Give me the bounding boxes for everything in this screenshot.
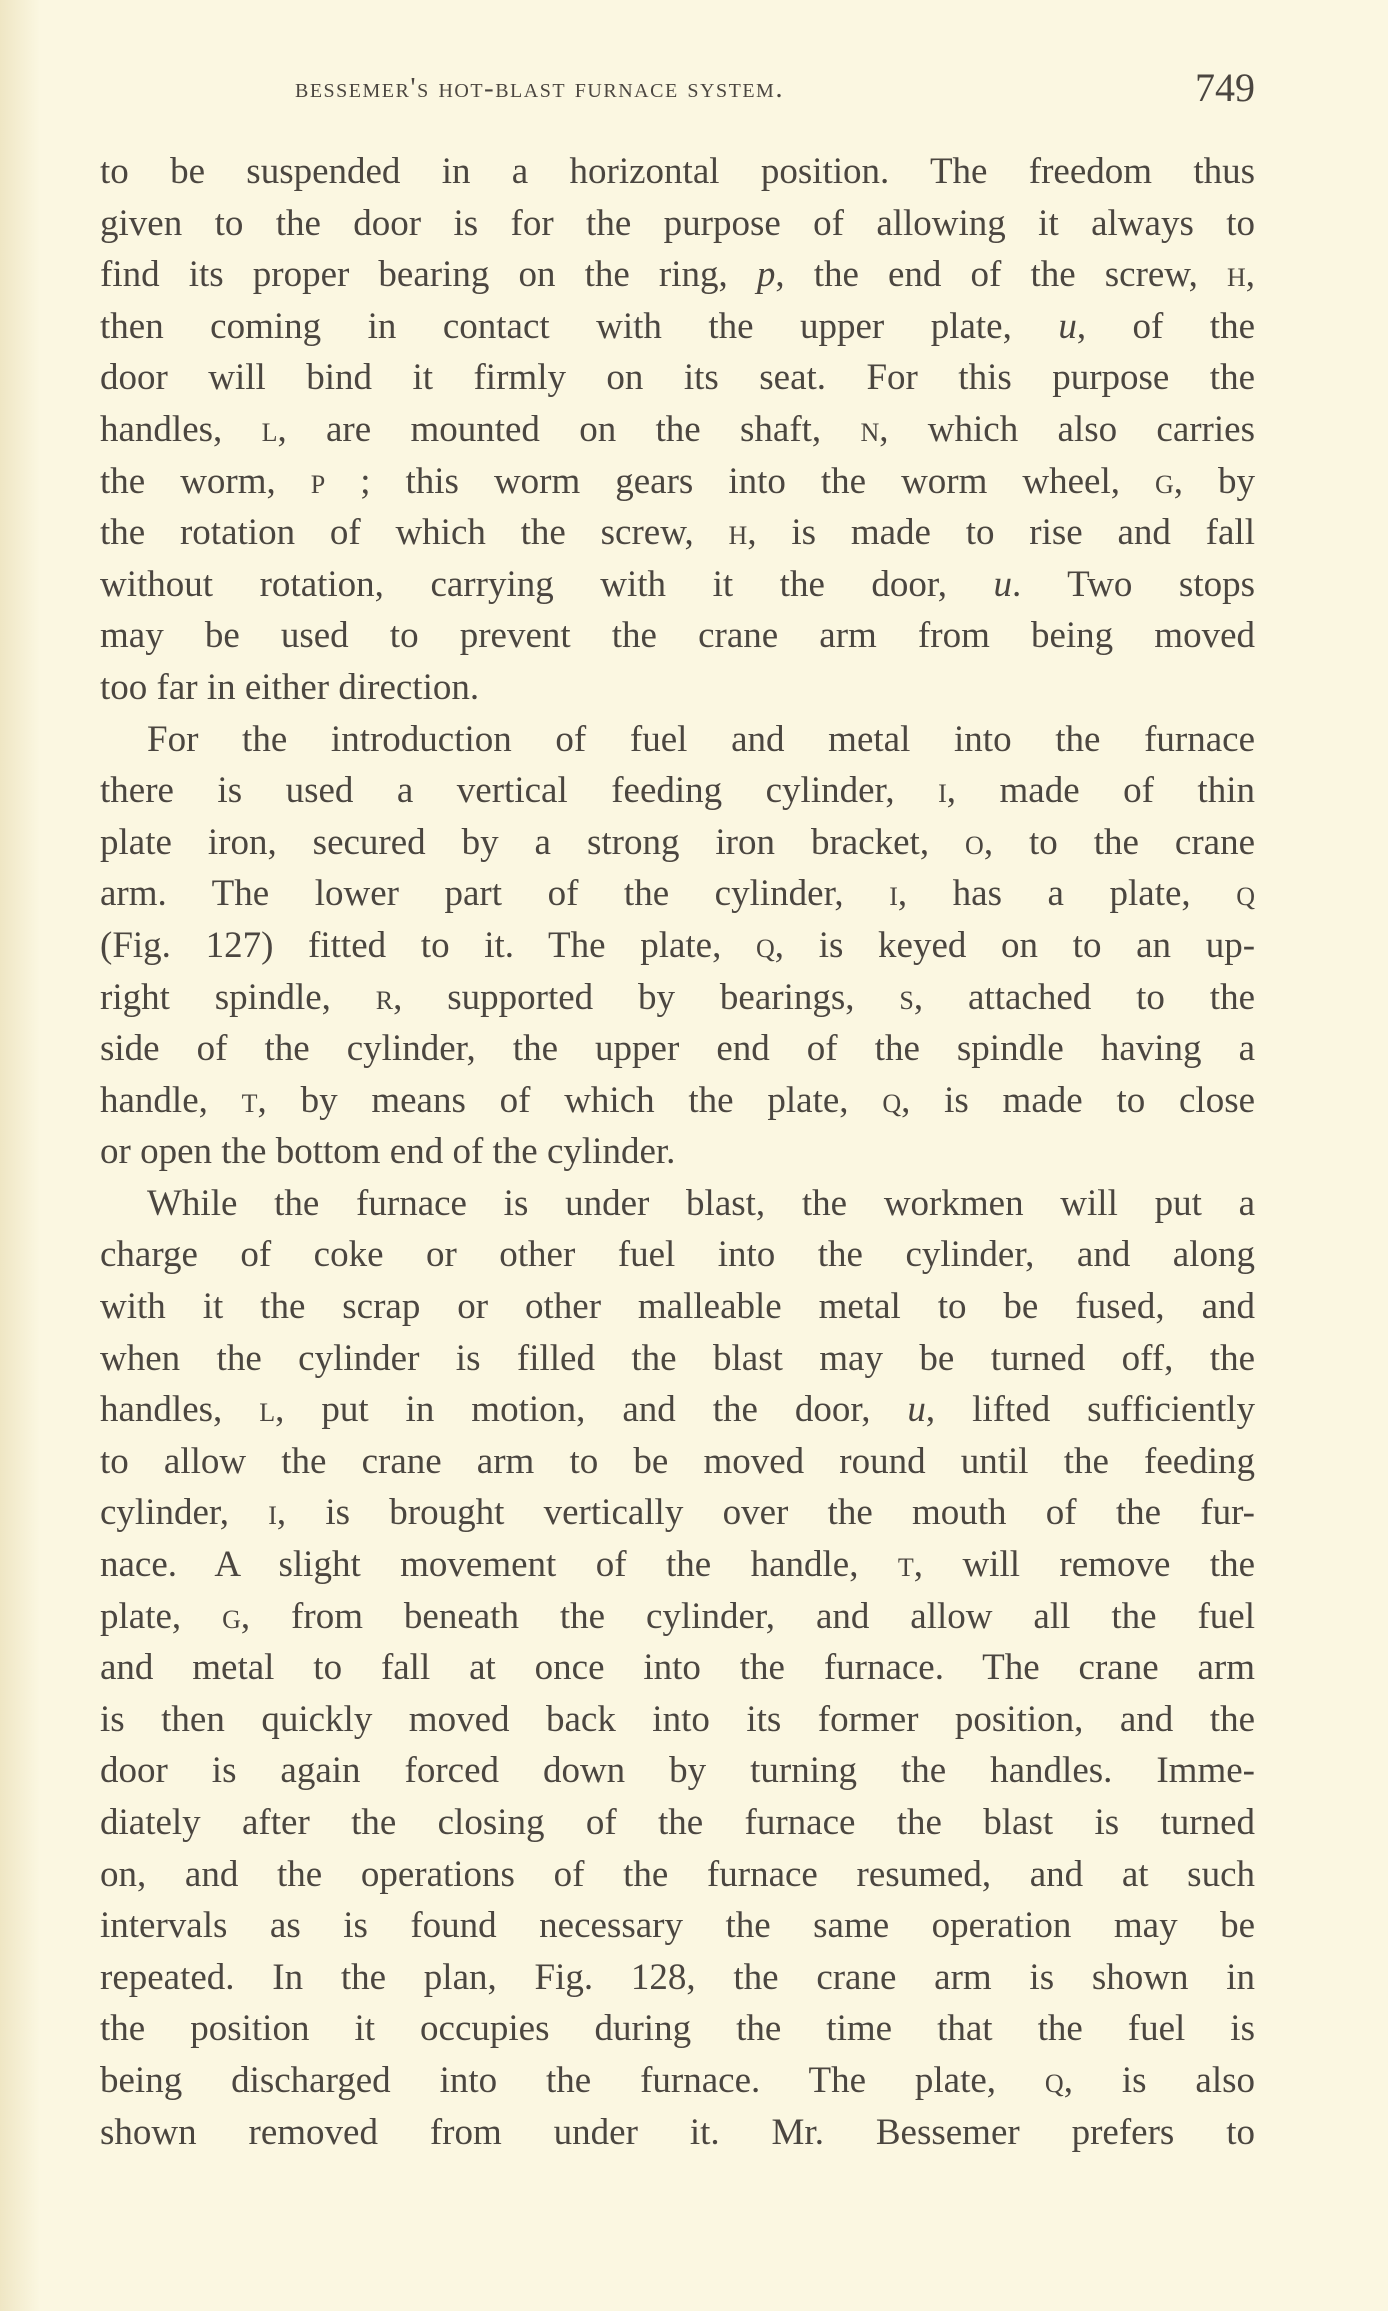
text-run: , is made to close — [901, 1079, 1255, 1121]
page-edge-shadow — [0, 0, 40, 2311]
text-run: For the introduction of fuel and metal into the furnace — [147, 718, 1255, 760]
text-run: arm. The lower part of the cylinder, — [100, 873, 890, 915]
text-run: or open the bottom end of the cylinder. — [100, 1131, 676, 1173]
text-run: . Two stops — [1012, 563, 1255, 605]
text-run: diately after the closing of the furnace the blast is turned — [100, 1802, 1255, 1843]
text-run: handles, — [100, 1389, 260, 1431]
text-run: there is used a vertical feeding cylinder, — [100, 770, 939, 812]
text-run: the worm, — [100, 460, 311, 502]
text-line — [100, 198, 1255, 250]
text-run: given to the door is for the purpose of allowing it always to — [100, 202, 1255, 244]
text-run: (Fig. 127) fitted to it. The plate, — [100, 924, 757, 966]
text-line — [100, 817, 1255, 869]
text-run: side of the cylinder, the upper end of the spindle having a — [100, 1028, 1255, 1070]
text-run: may be used to prevent the crane arm from being moved — [100, 615, 1255, 657]
text-line — [100, 868, 1255, 920]
text-run: being discharged into the furnace. The plate, — [100, 2059, 1045, 2101]
small-caps-reference-letter: q — [1044, 2059, 1064, 2101]
text-run: , supported by bearings, — [393, 976, 900, 1018]
text-line — [100, 1075, 1255, 1127]
text-run: , of the — [1076, 305, 1255, 347]
small-caps-reference-letter: g — [1154, 460, 1174, 502]
text-run: , is keyed on to an up- — [774, 924, 1255, 966]
text-line — [100, 249, 1255, 301]
small-caps-reference-letter: t — [241, 1079, 258, 1121]
small-caps-reference-letter: o — [965, 821, 984, 863]
text-run: , which also carries — [879, 408, 1255, 450]
text-line — [100, 1126, 1255, 1178]
text-line — [100, 559, 1255, 611]
text-line — [100, 972, 1255, 1024]
text-run: door will bind it firmly on its seat. For this purpose the — [100, 357, 1255, 399]
text-run: , by — [1173, 460, 1255, 502]
text-line — [100, 1178, 1255, 1230]
text-run: plate, — [100, 1595, 223, 1637]
text-line — [100, 920, 1255, 972]
text-line — [100, 2055, 1255, 2107]
text-line — [100, 1591, 1255, 1643]
text-line — [100, 2107, 1255, 2159]
text-run: the position it occupies during the time that the fuel is — [100, 2008, 1255, 2050]
text-run: , is also — [1063, 2059, 1255, 2101]
text-run: , is brought vertically over the mouth of the fur- — [276, 1492, 1255, 1534]
text-line — [100, 2003, 1255, 2055]
text-run: is then quickly moved back into its former position, and the — [100, 1698, 1255, 1740]
text-run: , is made to rise and fall — [747, 512, 1255, 554]
italic-reference-letter: u — [993, 563, 1013, 605]
small-caps-reference-letter: n — [860, 408, 880, 450]
text-line — [100, 1487, 1255, 1539]
small-caps-reference-letter: p — [310, 460, 326, 502]
page-number: 749 — [1195, 65, 1255, 110]
text-run: find its proper bearing on the ring, — [100, 254, 757, 296]
small-caps-reference-letter: l — [261, 408, 278, 450]
text-line — [100, 1023, 1255, 1075]
text-line — [100, 1384, 1255, 1436]
text-line — [100, 1642, 1255, 1694]
text-line — [100, 1745, 1255, 1797]
italic-reference-letter: u — [907, 1389, 926, 1431]
text-run: , to the crane — [983, 821, 1255, 863]
small-caps-reference-letter: h — [1226, 254, 1246, 296]
text-run: , attached to the — [913, 976, 1255, 1018]
text-run: , — [1245, 254, 1255, 296]
text-run: , are mounted on the shaft, — [277, 408, 861, 450]
text-line — [100, 1694, 1255, 1746]
text-run: the rotation of which the screw, — [100, 512, 729, 554]
text-run: , from beneath the cylinder, and allow all the fuel — [240, 1595, 1255, 1637]
text-run: ; this worm gears into the worm wheel, — [325, 460, 1155, 502]
text-run: to be suspended in a horizontal position. The freedom thus — [100, 151, 1255, 192]
text-run: plate iron, secured by a strong iron bracket, — [100, 821, 966, 863]
text-run: , has a plate, — [897, 873, 1237, 915]
small-caps-reference-letter: h — [728, 512, 748, 554]
text-run: when the cylinder is filled the blast may be turned off, the — [100, 1337, 1255, 1379]
text-run: , by means of which the plate, — [257, 1079, 883, 1121]
text-line — [100, 1281, 1255, 1333]
text-line — [100, 1229, 1255, 1281]
text-line — [100, 507, 1255, 559]
small-caps-reference-letter: r — [375, 976, 394, 1018]
text-run: handle, — [100, 1079, 242, 1121]
small-caps-reference-letter: i — [268, 1492, 277, 1534]
text-line — [100, 714, 1255, 766]
text-run: , will remove the — [913, 1544, 1255, 1586]
text-run: on, and the operations of the furnace resumed, and at such — [100, 1853, 1255, 1895]
text-line — [100, 1539, 1255, 1591]
text-line — [100, 456, 1255, 508]
running-title: bessemer's hot-blast furnace system. — [295, 72, 785, 104]
text-line — [100, 765, 1255, 817]
italic-reference-letter: u — [1058, 305, 1077, 347]
small-caps-reference-letter: s — [899, 976, 914, 1018]
small-caps-reference-letter: i — [889, 873, 898, 915]
text-run: intervals as is found necessary the same operation may be — [100, 1905, 1255, 1947]
text-run: While the furnace is under blast, the workmen will put a — [147, 1182, 1255, 1224]
text-run: then coming in contact with the upper plate, — [100, 305, 1059, 347]
running-header — [295, 64, 1255, 114]
text-run: without rotation, carrying with it the door, — [100, 563, 994, 605]
text-line — [100, 610, 1255, 662]
text-line — [100, 1900, 1255, 1952]
text-run: cylinder, — [100, 1492, 269, 1534]
small-caps-reference-letter: l — [259, 1389, 276, 1431]
text-line — [100, 1849, 1255, 1901]
text-run: shown removed from under it. Mr. Bessemer prefers to — [100, 2111, 1255, 2153]
body-text — [100, 146, 1255, 2158]
text-line — [100, 301, 1255, 353]
text-run: repeated. In the plan, Fig. 128, the crane arm is shown in — [100, 1956, 1255, 1998]
small-caps-reference-letter: i — [938, 770, 947, 812]
text-line — [100, 1952, 1255, 2004]
text-run: right spindle, — [100, 976, 376, 1018]
text-run: , lifted sufficiently — [925, 1389, 1255, 1431]
text-run: , made of thin — [946, 770, 1255, 812]
text-run: charge of coke or other fuel into the cylinder, and along — [100, 1234, 1255, 1276]
text-run: nace. A slight movement of the handle, — [100, 1544, 898, 1586]
text-line — [100, 1797, 1255, 1849]
text-line — [100, 1333, 1255, 1385]
text-run: , put in motion, and the door, — [275, 1389, 908, 1431]
text-line — [100, 352, 1255, 404]
text-run: door is again forced down by turning the handles. Imme- — [100, 1750, 1255, 1792]
text-run: , the end of the screw, — [775, 254, 1227, 296]
small-caps-reference-letter: g — [222, 1595, 241, 1637]
small-caps-reference-letter: q — [756, 924, 775, 966]
text-line — [100, 146, 1255, 198]
text-run: to allow the crane arm to be moved round until the feeding — [100, 1440, 1255, 1482]
text-line — [100, 404, 1255, 456]
text-line — [100, 1436, 1255, 1488]
text-run: and metal to fall at once into the furnace. The crane arm — [100, 1647, 1255, 1689]
text-run: with it the scrap or other malleable metal to be fused, and — [100, 1286, 1255, 1328]
small-caps-reference-letter: q — [1236, 873, 1255, 915]
text-run: handles, — [100, 408, 262, 450]
italic-reference-letter: p — [756, 254, 776, 296]
small-caps-reference-letter: q — [882, 1079, 902, 1121]
text-run: too far in either direction. — [100, 666, 480, 708]
text-line — [100, 662, 1255, 714]
small-caps-reference-letter: t — [897, 1544, 914, 1586]
